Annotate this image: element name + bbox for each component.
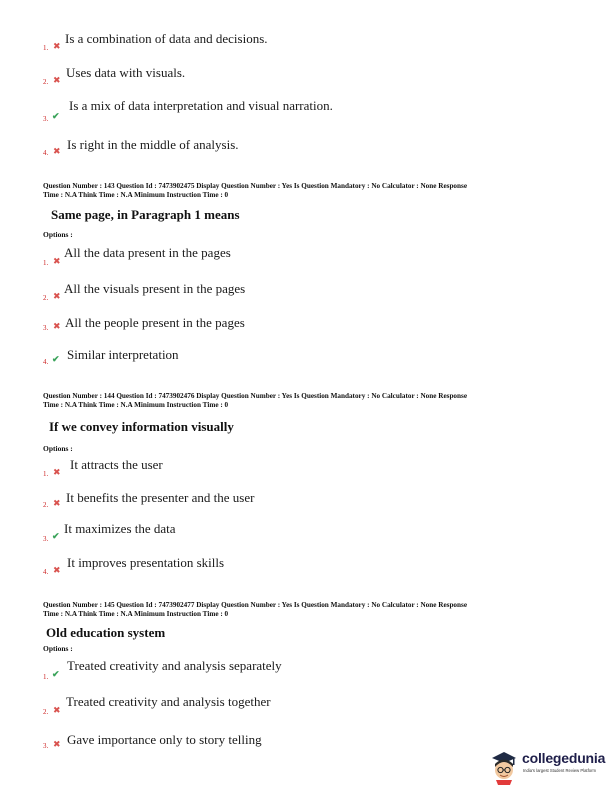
correct-check-icon: ✔	[52, 669, 60, 679]
options-label: Options :	[43, 444, 73, 453]
option-number: 2.	[43, 78, 49, 86]
options-label: Options :	[43, 230, 73, 239]
student-mascot-icon	[488, 749, 520, 785]
wrong-mark-icon: ✖	[53, 256, 61, 266]
question-meta-line-1: Question Number : 143 Question Id : 7473902475 Display Question Number : Yes Is Question Mandatory : No Calculator : None Response	[43, 182, 468, 190]
option-number: 1.	[43, 470, 49, 478]
options-label: Options :	[43, 644, 73, 653]
option-text: Gave importance only to story telling	[67, 732, 262, 747]
option-text: All the visuals present in the pages	[64, 281, 246, 296]
option-number: 4.	[43, 149, 49, 157]
option-text: It improves presentation skills	[67, 555, 225, 570]
option-text: Treated creativity and analysis separately	[67, 658, 282, 673]
option-number: 2.	[43, 501, 49, 509]
option-number: 2.	[43, 294, 49, 302]
wrong-mark-icon: ✖	[53, 146, 61, 156]
wrong-mark-icon: ✖	[53, 565, 61, 575]
wrong-mark-icon: ✖	[53, 498, 61, 508]
option-number: 2.	[43, 708, 49, 716]
option-text: Is a mix of data interpretation and visual narration.	[69, 98, 333, 113]
collegedunia-logo	[488, 747, 606, 787]
wrong-mark-icon: ✖	[53, 291, 61, 301]
wrong-mark-icon: ✖	[53, 467, 61, 477]
wrong-mark-icon: ✖	[53, 75, 61, 85]
question-meta-line-2: Time : N.A Think Time : N.A Minimum Instruction Time : 0	[43, 610, 229, 618]
option-number: 3.	[43, 535, 49, 543]
option-text: All the data present in the pages	[64, 245, 231, 260]
option-number: 4.	[43, 568, 49, 576]
option-number: 1.	[43, 673, 49, 681]
option-text: It attracts the user	[70, 457, 163, 472]
question-title: Old education system	[46, 625, 166, 640]
option-number: 3.	[43, 115, 49, 123]
option-text: Uses data with visuals.	[66, 65, 186, 80]
question-meta-line-1: Question Number : 145 Question Id : 7473902477 Display Question Number : Yes Is Question Mandatory : No Calculator : None Response	[43, 601, 468, 609]
question-meta-line-2: Time : N.A Think Time : N.A Minimum Instruction Time : 0	[43, 191, 229, 199]
option-text: It maximizes the data	[64, 521, 176, 536]
question-meta	[43, 182, 467, 200]
correct-check-icon: ✔	[52, 111, 60, 121]
wrong-mark-icon: ✖	[53, 41, 61, 51]
option-number: 1.	[43, 259, 49, 267]
option-text: Treated creativity and analysis together	[66, 694, 271, 709]
question-meta-line-2: Time : N.A Think Time : N.A Minimum Instruction Time : 0	[43, 401, 229, 409]
wrong-mark-icon: ✖	[53, 321, 61, 331]
option-number: 4.	[43, 358, 49, 366]
option-number: 3.	[43, 324, 49, 332]
question-meta	[43, 601, 467, 619]
question-meta-line-1: Question Number : 144 Question Id : 7473902476 Display Question Number : Yes Is Question Mandatory : No Calculator : None Response	[43, 392, 468, 400]
option-text: Is right in the middle of analysis.	[67, 137, 239, 152]
option-text: Similar interpretation	[67, 347, 179, 362]
logo-tagline: India's largest Student Review Platform	[523, 768, 596, 773]
option-text: All the people present in the pages	[65, 315, 245, 330]
question-meta	[43, 392, 467, 410]
option-text: It benefits the presenter and the user	[66, 490, 255, 505]
option-number: 1.	[43, 44, 49, 52]
wrong-mark-icon: ✖	[53, 705, 61, 715]
correct-check-icon: ✔	[52, 531, 60, 541]
option-text: Is a combination of data and decisions.	[65, 31, 268, 46]
question-title: Same page, in Paragraph 1 means	[51, 207, 240, 222]
question-title: If we convey information visually	[49, 419, 234, 434]
correct-check-icon: ✔	[52, 354, 60, 364]
option-number: 3.	[43, 742, 49, 750]
wrong-mark-icon: ✖	[53, 739, 61, 749]
logo-wordmark: collegedunia	[522, 750, 606, 766]
